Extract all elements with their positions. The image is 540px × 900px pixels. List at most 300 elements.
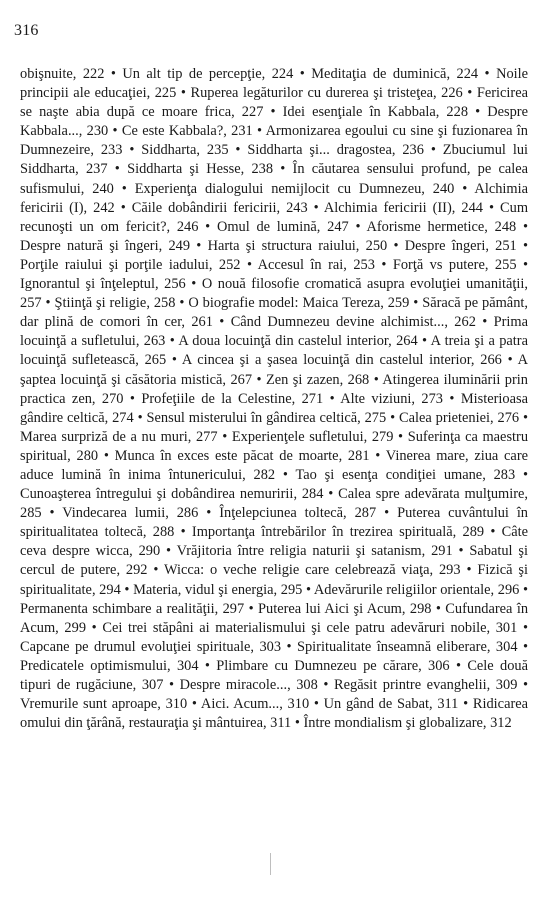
index-entry: Aici. Acum..., 310 — [200, 696, 310, 713]
entry-page-number: 296 — [497, 581, 520, 598]
index-entry: Prima locuinţă a sufletului, 263 — [20, 314, 528, 350]
index-entry: Cunoaşterea întregului şi dobândirea nemuririi, 284 — [20, 486, 324, 503]
entry-title: Fericirea se naşte abia după ce moare frica — [20, 85, 528, 121]
entry-page-number: 248 — [494, 218, 517, 235]
entry-page-number: 257 — [20, 295, 42, 312]
index-entry: Siddharta, 235 — [141, 142, 229, 159]
entry-separator: • — [174, 524, 192, 541]
entry-title: Capcane pe drumul evoluţiei spirituale — [20, 638, 251, 655]
entry-title: Forţă vs putere — [392, 256, 485, 273]
index-entry: Un alt tip de percepţie, 224 — [122, 66, 294, 82]
entry-page-number: 267 — [230, 371, 253, 388]
entry-title: Experienţele sufletului — [231, 428, 364, 445]
entry-page-number: 280 — [76, 447, 99, 464]
entry-title: Zbuciumul lui Siddharta — [20, 142, 529, 178]
entry-title: Cele două tipuri de rugăciune — [20, 657, 528, 693]
index-entry: Tao şi esenţa condiţiei umane, 283 — [295, 466, 516, 483]
entry-title: Harta şi structura raiului — [207, 237, 356, 254]
index-entry: Zbuciumul lui Siddharta, 237 — [20, 142, 529, 178]
entry-title: Porţile raiului şi porţile iadului — [20, 256, 209, 273]
entry-separator: • — [175, 295, 189, 312]
entry-title: Alchimia fericirii (I) — [20, 180, 528, 216]
entry-title: Noile principii ale educaţiei — [20, 66, 529, 102]
entry-page-number: 284 — [301, 486, 324, 503]
entry-title: obişnuite — [20, 66, 73, 82]
entry-separator: • — [41, 295, 55, 312]
entry-title: Spiritualitate înseamnă eliberare — [296, 638, 487, 655]
entry-separator: • — [133, 409, 147, 426]
entry-title: A cincea şi a şasea locuinţă din castelul interior — [181, 352, 471, 369]
entry-page-number: 275 — [364, 409, 387, 426]
index-entry: Experienţa dialogului nemijlocit cu Dumnezeu, 240 — [134, 180, 455, 197]
entry-title: Înţelepciunea toltecă — [219, 505, 344, 522]
entry-title: Calea spre adevărata mulţumire — [338, 486, 525, 503]
entry-title: Ridicarea omului din ţărână, restauraţia şi mântuirea — [20, 696, 529, 732]
index-entry: Plimbare cu Dumnezeu pe cărare, 306 — [216, 657, 450, 674]
entry-page-number: 286 — [176, 505, 199, 522]
entry-title: Calea prieteniei — [399, 409, 491, 426]
index-entry: Misterioasa gândire celtică, 274 — [20, 390, 528, 426]
entry-title: Materia, vidul şi energia — [133, 581, 274, 598]
index-entry: Despre natură şi îngeri, 249 — [20, 237, 191, 254]
index-entry: Despre Kabbala..., 230 — [20, 104, 528, 140]
entry-title: Tao şi esenţa condiţiei umane — [295, 466, 483, 483]
page-number: 316 — [14, 22, 39, 39]
entry-page-number: 309 — [495, 677, 518, 693]
entry-title: Importanţa întrebărilor în trezirea spirituală — [191, 524, 453, 541]
index-entry: Câte ceva despre wicca, 290 — [20, 524, 529, 560]
index-entry: Ignorantul şi înţeleptul, 256 — [20, 276, 186, 293]
index-entry: Calea spre adevărata mulţumire, 285 — [20, 486, 529, 522]
entry-title: Omul de lumină — [216, 218, 317, 235]
entry-separator: • — [104, 66, 123, 82]
entry-title: O biografie model: Maica Tereza — [188, 295, 381, 312]
entry-separator: • — [468, 104, 488, 121]
entry-title: Meditaţia de duminică — [311, 66, 447, 82]
index-entry: Sensul misterului în gândirea celtică, 275 — [146, 409, 387, 426]
entry-separator: • — [423, 142, 443, 159]
index-entry: Materia, vidul şi energia, 295 — [133, 581, 303, 598]
entry-title: Sensul misterului în gândirea celtică — [146, 409, 358, 426]
entry-page-number: 288 — [152, 524, 175, 541]
entry-title: Vrăjitoria între religia naturii şi satanism — [176, 543, 422, 560]
entry-page-number: 235 — [206, 142, 229, 159]
entry-page-number: 233 — [100, 142, 123, 159]
entry-title: Siddharta şi... dragostea — [247, 142, 392, 159]
entry-page-number: 250 — [365, 237, 388, 254]
entry-title: Între mondialism şi globalizare — [303, 715, 483, 732]
entry-separator: • — [187, 696, 201, 713]
entry-title: Adevărurile religiilor orientale — [313, 581, 491, 598]
entry-title: Wicca: o veche religie care celebrează viaţa — [164, 562, 430, 579]
index-entry: Ştiinţă şi religie, 258 — [54, 295, 176, 312]
entry-title: Cum recunoşti un om fericit? — [20, 199, 529, 235]
entry-separator: • — [386, 409, 400, 426]
entry-page-number: 311 — [270, 715, 292, 732]
entry-title: Experienţa dialogului nemijlocit cu Dumnezeu — [134, 180, 422, 197]
index-entry: Săracă pe pământ, dar plină de comori în cer, 261 — [20, 295, 528, 331]
index-entry: Meditaţia de duminică, 224 — [311, 66, 479, 82]
index-entry: Omul de lumină, 247 — [216, 218, 349, 235]
entry-title: În căutarea sensului profund, pe calea sufismului — [20, 161, 529, 197]
entry-title: Vindecarea lumii — [62, 505, 166, 522]
entry-title: Armonizarea egoului cu sine şi fuzionarea în Dumnezeire — [20, 123, 528, 159]
entry-page-number: 256 — [164, 276, 186, 293]
index-entry: Înţelepciunea toltecă, 287 — [219, 505, 377, 522]
entry-title: Atingerea iluminării prin practica zen — [20, 371, 528, 407]
entry-page-number: 271 — [301, 390, 324, 407]
index-entry: Idei esenţiale în Kabbala, 228 — [282, 104, 469, 121]
entry-separator: • — [163, 677, 180, 693]
entry-title: Prima locuinţă a sufletului — [20, 314, 528, 350]
entry-page-number: 268 — [347, 371, 370, 388]
entry-page-number: 225 — [154, 85, 177, 102]
entry-page-number: 304 — [176, 657, 199, 674]
entry-title: Un gând de Sabat — [323, 696, 429, 713]
entry-title: Ruperea legăturilor cu durerea şi tristeţea — [190, 85, 433, 102]
index-entry: A şaptea locuinţă şi căsătoria mistică, 267 — [20, 352, 528, 388]
index-entry: Alte viziuni, 273 — [340, 390, 443, 407]
entry-separator: • — [369, 371, 383, 388]
index-entry: Armonizarea egoului cu sine şi fuzionarea în Dumnezeire, 233 — [20, 123, 528, 159]
entry-page-number: 224 — [271, 66, 294, 82]
entry-separator: • — [462, 85, 477, 102]
entry-page-number: 261 — [191, 314, 213, 331]
entry-title: Alte viziuni — [340, 390, 412, 407]
entry-separator: • — [198, 657, 217, 674]
entry-title: Profeţiile de la Celestine — [141, 390, 292, 407]
index-entry: Despre îngeri, 251 — [404, 237, 517, 254]
index-entry: A doua locuinţă din castelul interior, 264 — [178, 333, 418, 350]
index-entry: Siddharta şi... dragostea, 236 — [247, 142, 424, 159]
entry-page-number: 282 — [253, 466, 276, 483]
entry-page-number: 263 — [143, 333, 166, 350]
entry-page-number: 281 — [347, 447, 370, 464]
entry-separator: • — [165, 333, 179, 350]
entry-page-number: 270 — [101, 390, 124, 407]
entry-page-number: 306 — [428, 657, 450, 674]
entry-separator: • — [431, 600, 446, 617]
index-entry: Ruperea legăturilor cu durerea şi tristeţea, 226 — [190, 85, 463, 102]
entry-page-number: 246 — [176, 218, 199, 235]
entry-separator: • — [252, 371, 266, 388]
index-entry: Munca în exces este păcat de moarte, 281 — [114, 447, 370, 464]
entry-page-number: 236 — [402, 142, 424, 159]
entry-separator: • — [369, 447, 386, 464]
entry-separator: • — [348, 218, 367, 235]
entry-separator: • — [515, 466, 528, 483]
entry-page-number: 251 — [495, 237, 517, 254]
index-entry: Despre miracole..., 308 — [179, 677, 318, 693]
entry-page-number: 231 — [231, 123, 253, 140]
entry-title: Săracă pe pământ, dar plină de comori în cer — [20, 295, 528, 331]
entry-title: Predicatele optimismului — [20, 657, 168, 674]
entry-page-number: 308 — [296, 677, 318, 693]
entry-separator: • — [291, 715, 304, 732]
entry-separator: • — [516, 237, 529, 254]
entry-title: Despre miracole... — [179, 677, 288, 693]
entry-separator: • — [501, 352, 518, 369]
entry-page-number: 304 — [495, 638, 518, 655]
entry-page-number: 289 — [462, 524, 485, 541]
entry-separator: • — [240, 256, 258, 273]
index-entry: A cincea şi a şasea locuinţă din castelul interior, 266 — [181, 352, 502, 369]
entry-page-number: 274 — [112, 409, 134, 426]
entry-title: Un alt tip de percepţie — [122, 66, 262, 82]
entry-page-number: 291 — [431, 543, 453, 560]
entry-page-number: 265 — [144, 352, 167, 369]
index-entry: Un gând de Sabat, 311 — [323, 696, 459, 713]
entry-title: Cunoaşterea întregului şi dobândirea nemuririi — [20, 486, 294, 503]
entry-separator: • — [123, 390, 142, 407]
entry-separator: • — [273, 161, 293, 178]
entry-page-number: 242 — [93, 199, 115, 216]
entry-separator: • — [387, 237, 405, 254]
entry-page-number: 237 — [85, 161, 108, 178]
entry-separator: • — [393, 428, 408, 445]
entry-separator: • — [417, 333, 431, 350]
entry-separator: • — [147, 562, 165, 579]
entry-separator: • — [228, 142, 248, 159]
entry-title: Vremurile sunt aproape — [20, 696, 158, 713]
index-entry: Calea prieteniei, 276 — [399, 409, 520, 426]
entry-title: A şaptea locuinţă şi căsătoria mistică — [20, 352, 528, 388]
entry-page-number: 262 — [454, 314, 476, 331]
entry-page-number: 310 — [165, 696, 188, 713]
entry-page-number: 255 — [494, 256, 517, 273]
entry-title: Aforisme hermetice — [366, 218, 485, 235]
entry-page-number: 298 — [409, 600, 432, 617]
entry-title: Plimbare cu Dumnezeu pe cărare — [216, 657, 419, 674]
entry-page-number: 259 — [387, 295, 410, 312]
entry-separator: • — [317, 677, 335, 693]
entry-page-number: 266 — [480, 352, 502, 369]
entry-separator: • — [281, 638, 297, 655]
entry-separator: • — [275, 466, 296, 483]
entry-separator: • — [484, 524, 502, 541]
entry-title: Munca în exces este păcat de moarte — [114, 447, 339, 464]
index-entry: Alchimia fericirii (I), 242 — [20, 180, 528, 216]
entry-title: A doua locuinţă din castelul interior — [178, 333, 389, 350]
entry-separator: • — [176, 85, 191, 102]
entry-page-number: 290 — [138, 543, 161, 560]
index-entry: Experienţele sufletului, 279 — [231, 428, 394, 445]
entry-title: Siddharta — [141, 142, 197, 159]
entry-separator: • — [517, 677, 528, 693]
entry-separator: • — [516, 256, 528, 273]
entry-title: A treia şi a patra locuinţă sufletească — [20, 333, 528, 369]
entry-title: Fizică şi spiritualitate — [20, 562, 528, 598]
entry-page-number: 224 — [456, 66, 479, 82]
index-entry: Puterea cuvântului în spiritualitatea toltecă, 288 — [20, 505, 529, 541]
index-entry: Ridicarea omului din ţărână, restauraţia şi mântuirea, 311 — [20, 696, 529, 732]
index-entry: Marea surpriză de a nu muri, 277 — [20, 428, 218, 445]
entry-page-number: 292 — [125, 562, 148, 579]
index-entry: Profeţiile de la Celestine, 271 — [141, 390, 324, 407]
entry-title: Câte ceva despre wicca — [20, 524, 529, 560]
entry-separator: • — [160, 543, 177, 560]
entry-title: Idei esenţiale în Kabbala — [282, 104, 436, 121]
entry-page-number: 311 — [437, 696, 459, 713]
index-entry: Siddharta şi Hesse, 238 — [127, 161, 274, 178]
index-entry: obişnuite, 222 — [20, 66, 105, 82]
entry-separator: • — [519, 409, 529, 426]
entry-separator: • — [460, 562, 478, 579]
index-entry: Capcane pe drumul evoluţiei spirituale, 303 — [20, 638, 282, 655]
entry-title: Despre îngeri — [404, 237, 486, 254]
entry-separator: • — [517, 638, 528, 655]
entry-title: Zen şi zazen — [265, 371, 340, 388]
entry-separator: • — [517, 619, 528, 636]
entry-separator: • — [113, 180, 135, 197]
entry-page-number: 226 — [441, 85, 463, 102]
index-entry: Noile principii ale educaţiei, 225 — [20, 66, 529, 102]
index-entry: Alchimia fericirii (II), 244 — [323, 199, 483, 216]
entry-separator: • — [443, 390, 461, 407]
index-entry: Permanenta schimbare a realităţii, 297 — [20, 600, 245, 617]
index-entry: Ce este Kabbala?, 231 — [121, 123, 253, 140]
entry-page-number: 283 — [493, 466, 516, 483]
entry-page-number: 293 — [438, 562, 461, 579]
entry-title: Despre Kabbala... — [20, 104, 528, 140]
index-entry: Când Dumnezeu devine alchimist..., 262 — [230, 314, 476, 331]
index-entry: Accesul în rai, 253 — [257, 256, 375, 273]
index-entry: Regăsit printre evanghelii, 309 — [334, 677, 518, 693]
entry-separator: • — [475, 314, 494, 331]
index-entry: Harta şi structura raiului, 250 — [207, 237, 388, 254]
index-entry: Cufundarea în Acum, 299 — [20, 600, 529, 636]
index-entry: Căile dobândirii fericirii, 243 — [131, 199, 308, 216]
entry-page-number: 299 — [64, 619, 87, 636]
entry-page-number: 276 — [497, 409, 520, 426]
entry-separator: • — [307, 199, 324, 216]
entry-page-number: 247 — [327, 218, 349, 235]
entry-separator: • — [309, 696, 324, 713]
entry-separator: • — [107, 161, 128, 178]
index-entry: Vinerea mare, ziua care aduce lumină în inima întunericului, 282 — [20, 447, 529, 483]
entry-separator: • — [217, 428, 232, 445]
entry-separator: • — [449, 657, 468, 674]
entry-separator: • — [454, 180, 475, 197]
entry-page-number: 240 — [432, 180, 455, 197]
entry-page-number: 238 — [251, 161, 274, 178]
entry-separator: • — [458, 696, 473, 713]
entry-separator: • — [190, 237, 208, 254]
entry-title: Puterea lui Aici şi Acum — [258, 600, 402, 617]
index-entry: Wicca: o veche religie care celebrează viaţa, 293 — [164, 562, 461, 579]
index-entry: Fericirea se naşte abia după ce moare frica, 227 — [20, 85, 528, 121]
index-entry: Importanţa întrebărilor în trezirea spirituală, 289 — [191, 524, 485, 541]
index-entry: Zen şi zazen, 268 — [265, 371, 370, 388]
entry-title: Siddharta şi Hesse — [127, 161, 241, 178]
entry-page-number: 279 — [371, 428, 394, 445]
entry-separator: • — [114, 199, 132, 216]
entry-page-number: 253 — [353, 256, 375, 273]
index-entry: Vremurile sunt aproape, 310 — [20, 696, 188, 713]
entry-title: Despre natură şi îngeri — [20, 237, 159, 254]
entry-title: Alchimia fericirii (II) — [323, 199, 452, 216]
entry-title: Cufundarea în Acum — [20, 600, 529, 636]
entry-page-number: 264 — [396, 333, 418, 350]
entry-page-number: 295 — [280, 581, 303, 598]
entry-separator: • — [122, 142, 142, 159]
entry-page-number: 258 — [153, 295, 176, 312]
entry-separator: • — [374, 256, 393, 273]
index-entry: Porţile raiului şi porţile iadului, 252 — [20, 256, 241, 273]
entry-separator: • — [252, 123, 266, 140]
index-entry: Vindecarea lumii, 286 — [62, 505, 199, 522]
index-entry: O nouă filosofie cromatică asupra evoluţiei umanităţii, 257 — [20, 276, 528, 312]
entry-separator: • — [212, 314, 231, 331]
entry-title: Ce este Kabbala? — [121, 123, 224, 140]
entry-title: Când Dumnezeu devine alchimist... — [230, 314, 445, 331]
entry-title: Regăsit printre evanghelii — [334, 677, 487, 693]
index-entry: Forţă vs putere, 255 — [392, 256, 517, 273]
entry-separator: • — [185, 276, 202, 293]
entry-page-number: 273 — [421, 390, 443, 407]
index-entry: În căutarea sensului profund, pe calea sufismului, 240 — [20, 161, 529, 197]
index-entry: Atingerea iluminării prin practica zen, 270 — [20, 371, 528, 407]
entry-page-number: 227 — [241, 104, 264, 121]
scan-mark — [270, 853, 271, 875]
entry-separator: • — [244, 600, 258, 617]
index-entry: Suferinţa ca maestru spiritual, 280 — [20, 428, 529, 464]
entry-title: Puterea cuvântului în spiritualitatea toltecă — [20, 505, 529, 541]
index-entry: Cum recunoşti un om fericit?, 246 — [20, 199, 529, 235]
entry-separator: • — [302, 581, 314, 598]
entry-title: Căile dobândirii fericirii — [131, 199, 277, 216]
entry-title: Ştiinţă şi religie — [54, 295, 147, 312]
entry-separator: • — [452, 543, 470, 560]
entry-page-number: 243 — [286, 199, 308, 216]
entry-page-number: 297 — [222, 600, 245, 617]
entry-separator: • — [86, 619, 103, 636]
entry-page-number: 244 — [461, 199, 483, 216]
entry-title: Marea surpriză de a nu muri — [20, 428, 188, 445]
entry-separator: • — [482, 199, 501, 216]
index-entry: Adevărurile religiilor orientale, 296 — [313, 581, 520, 598]
entry-title: Ignorantul şi înţeleptul — [20, 276, 155, 293]
entry-title: Misterioasa gândire celtică — [20, 390, 528, 426]
entry-title: Aici. Acum... — [200, 696, 280, 713]
entry-separator: • — [120, 581, 134, 598]
entry-separator: • — [41, 505, 63, 522]
entry-separator: • — [98, 447, 115, 464]
entry-separator: • — [166, 352, 182, 369]
entry-page-number: 230 — [86, 123, 109, 140]
entry-separator: • — [516, 218, 528, 235]
entry-page-number: 228 — [446, 104, 469, 121]
index-entry: Între mondialism şi globalizare, 312 — [303, 715, 512, 732]
index-entry: O biografie model: Maica Tereza, 259 — [188, 295, 410, 312]
entry-title: Permanenta schimbare a realităţii — [20, 600, 215, 617]
index-entry: Aforisme hermetice, 248 — [366, 218, 517, 235]
index-entry: Sabatul şi cercul de putere, 292 — [20, 543, 528, 579]
entry-separator: • — [198, 218, 217, 235]
entry-page-number: 277 — [195, 428, 218, 445]
entry-page-number: 310 — [287, 696, 310, 713]
entry-page-number: 301 — [495, 619, 518, 636]
entry-title: Accesul în rai — [257, 256, 344, 273]
index-entry: Cei trei stăpâni ai materialismului şi cele patru adevăruri nobile, 301 — [102, 619, 518, 636]
entry-separator: • — [323, 390, 341, 407]
index-entry: Cele două tipuri de rugăciune, 307 — [20, 657, 528, 693]
entry-separator: • — [293, 66, 312, 82]
index-entry: A treia şi a patra locuinţă sufletească, 265 — [20, 333, 528, 369]
entry-separator: • — [263, 104, 283, 121]
index-entry: Fizică şi spiritualitate, 294 — [20, 562, 528, 598]
entry-separator: • — [478, 66, 497, 82]
